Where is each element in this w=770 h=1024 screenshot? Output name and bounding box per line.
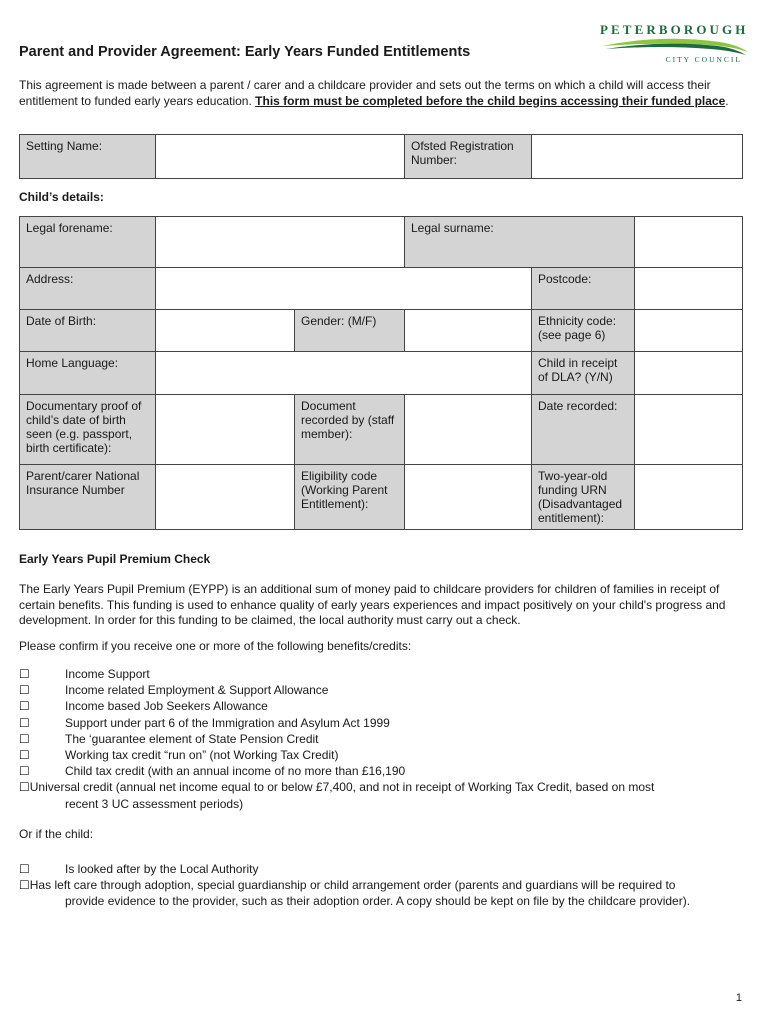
gender-field[interactable] [405, 310, 532, 352]
postcode-label: Postcode: [532, 268, 635, 310]
looked-after-label: Is looked after by the Local Authority [65, 862, 259, 876]
benefit-item [19, 763, 749, 779]
checkbox-icon[interactable]: ☐ [19, 764, 30, 779]
setting-table [19, 134, 743, 179]
eypp-description: The Early Years Pupil Premium (EYPP) is an additional sum of money paid to childcare providers for children of families in receipt of certain benefits. This funding is used to enhance quality of early years experiences and impact positively on your child's progress and development. In order for this funding to be claimed, the local authority must carry out a check. [19, 582, 726, 627]
benefit-item [19, 731, 749, 747]
ethnicity-field[interactable] [635, 310, 743, 352]
eligibility-field[interactable] [405, 465, 532, 530]
benefit-item [19, 715, 749, 731]
legal-forename-label: Legal forename: [20, 217, 156, 268]
checkbox-icon[interactable]: ☐ [19, 667, 30, 681]
legal-surname-field[interactable] [635, 217, 743, 268]
peterborough-logo [600, 22, 750, 72]
intro-emphasis: This form must be completed before the child begins accessing their funded place [255, 93, 726, 108]
benefit-item [19, 666, 749, 682]
ni-number-field[interactable] [156, 465, 295, 530]
intro-end: . [725, 93, 729, 108]
doc-recorded-field[interactable] [405, 395, 532, 465]
logo-subtitle: CITY COUNCIL [665, 55, 742, 64]
home-language-field[interactable] [156, 352, 532, 395]
benefit-label: Support under part 6 of the Immigration and Asylum Act 1999 [65, 715, 390, 730]
logo-wordmark: PETERBOROUGH [600, 22, 749, 37]
legal-forename-field[interactable] [156, 217, 405, 268]
child-status-checklist [19, 861, 749, 910]
ofsted-number-label: Ofsted Registration Number: [405, 135, 532, 179]
left-care-continued: provide evidence to the provider, such as their adoption order. A copy should be kept on file by the childcare provider). [65, 894, 691, 909]
dob-field[interactable] [156, 310, 295, 352]
benefit-label: Income based Job Seekers Allowance [65, 699, 268, 714]
checkbox-icon[interactable]: ☐ [19, 780, 30, 795]
benefits-checklist [19, 666, 749, 812]
or-child-text: Or if the child: [19, 827, 94, 841]
benefit-label: Child tax credit (with an annual income of no more than £16,190 [65, 764, 406, 779]
child-status-item [19, 877, 749, 909]
address-label: Address: [20, 268, 156, 310]
benefit-item-universal-credit [19, 779, 749, 811]
ethnicity-label: Ethnicity code: (see page 6) [532, 310, 635, 352]
setting-name-field[interactable] [156, 135, 405, 179]
checkbox-icon[interactable]: ☐ [19, 878, 30, 893]
setting-name-label: Setting Name: [20, 135, 156, 179]
benefit-label: Working tax credit “run on” (not Working Tax Credit) [65, 748, 339, 763]
child-status-item [19, 861, 749, 877]
postcode-field[interactable] [635, 268, 743, 310]
benefit-label: Income related Employment & Support Allowance [65, 683, 329, 698]
doc-proof-field[interactable] [156, 395, 295, 465]
universal-credit-continued: recent 3 UC assessment periods) [65, 796, 244, 811]
legal-surname-label: Legal surname: [405, 217, 635, 268]
checkbox-icon[interactable]: ☐ [19, 699, 30, 714]
checkbox-icon[interactable]: ☐ [19, 731, 30, 746]
benefit-item [19, 747, 749, 763]
benefit-item [19, 682, 749, 698]
date-recorded-field[interactable] [635, 395, 743, 465]
eypp-heading: Early Years Pupil Premium Check [19, 552, 211, 566]
universal-credit-label: Universal credit (annual net income equal to or below £7,400, and not in receipt of Working Tax Credit, based on most [29, 780, 655, 795]
checkbox-icon[interactable]: ☐ [19, 748, 30, 763]
checkbox-icon[interactable]: ☐ [19, 862, 30, 876]
dob-label: Date of Birth: [20, 310, 156, 352]
page-number: 1 [735, 992, 742, 1004]
checkbox-icon[interactable]: ☐ [19, 715, 30, 730]
dla-field[interactable] [635, 352, 743, 395]
checkbox-icon[interactable]: ☐ [19, 683, 30, 698]
doc-recorded-label: Document recorded by (staff member): [295, 395, 405, 465]
benefit-label: The ‘guarantee element of State Pension Credit [65, 731, 319, 746]
eypp-prompt: Please confirm if you receive one or more of the following benefits/credits: [19, 639, 412, 653]
doc-proof-label: Documentary proof of child’s date of birth seen (e.g. passport, birth certificate): [20, 395, 156, 465]
urn-field[interactable] [635, 465, 743, 530]
page-title: Parent and Provider Agreement: Early Years Funded Entitlements [19, 44, 471, 60]
dla-label: Child in receipt of DLA? (Y/N) [532, 352, 635, 395]
childs-details-heading: Child’s details: [19, 190, 104, 204]
benefit-item [19, 698, 749, 714]
child-details-table [19, 216, 743, 530]
eligibility-label: Eligibility code (Working Parent Entitlement): [295, 465, 405, 530]
benefit-label: Income Support [65, 667, 150, 681]
intro-paragraph [19, 78, 749, 109]
intro-text: This agreement is made between a parent / carer and a childcare provider and sets out the terms on which a child will access their entitlement to funded early years education. [19, 78, 711, 108]
address-field[interactable] [156, 268, 532, 310]
ofsted-number-field[interactable] [532, 135, 743, 179]
date-recorded-label: Date recorded: [532, 395, 635, 465]
home-language-label: Home Language: [20, 352, 156, 395]
urn-label: Two-year-old funding URN (Disadvantaged entitlement): [532, 465, 635, 530]
gender-label: Gender: (M/F) [295, 310, 405, 352]
ni-number-label: Parent/carer National Insurance Number [20, 465, 156, 530]
left-care-label: Has left care through adoption, special guardianship or child arrangement order (parents and guardians will be required to [29, 878, 676, 893]
